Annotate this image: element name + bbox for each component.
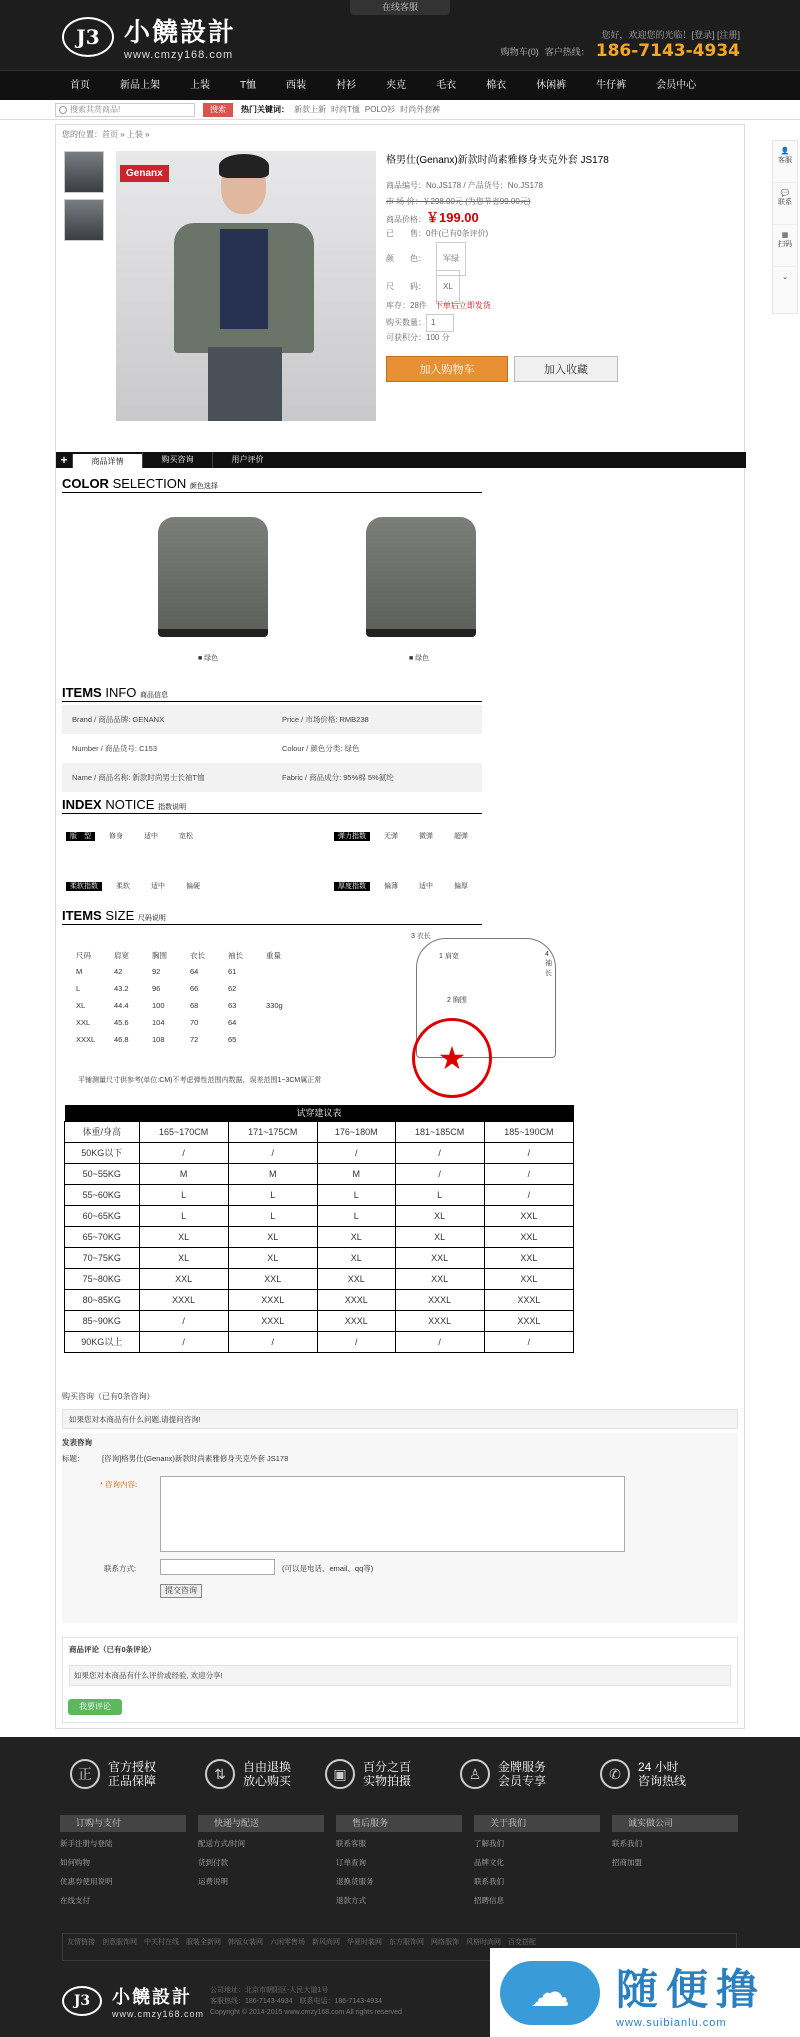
table-row [65, 1289, 574, 1310]
fit-cell: XXL [484, 1205, 573, 1226]
cloud-logo-icon: ☁ [500, 1961, 600, 2025]
footer-columns: 订购与支付 新手注册与登陆 如何购物 优惠券使用说明 在线支付 快递与配送 配送方式/时间 货到付款 运费说明 售后服务 联系客服 订单查询 退换货服务 退款方式 关于我们 了解我们 品牌文化 联系我们 招聘信息 诚实做公司 联系我们 招商加盟 [60, 1815, 738, 1914]
product-price: ￥199.00 [426, 210, 479, 225]
add-to-cart-button[interactable]: 加入购物车 [386, 356, 508, 382]
consult-tip: 如果您对本商品有什么问题,请提问咨询! [62, 1409, 738, 1429]
product-sku: 商品编号：No.JS178 / 产品货号：No.JS178 [386, 181, 543, 190]
points-info: 可获积分：100 分 [386, 333, 450, 342]
product-thumbnail[interactable] [64, 199, 104, 241]
nav-shirt[interactable]: 衬衫 [336, 80, 357, 91]
fit-cell: / [484, 1163, 573, 1184]
floating-sidebar [772, 140, 798, 314]
chevron-down-icon: ⌄ [782, 274, 788, 281]
footer-link[interactable]: 在线支付 [60, 1896, 90, 1905]
model-sweater-shape [220, 229, 268, 329]
footer-link[interactable]: 货到付款 [198, 1858, 228, 1867]
fit-cell: / [228, 1142, 317, 1163]
search-button[interactable]: 搜索 [203, 103, 233, 117]
main-nav [0, 70, 800, 100]
fit-cell: XL [395, 1226, 484, 1247]
fit-cell: XXL [484, 1226, 573, 1247]
consult-heading: 购买咨询（已有0条咨询） [62, 1392, 155, 1401]
footer-link[interactable]: 配送方式/时间 [198, 1839, 246, 1848]
member-icon: ♙ [460, 1759, 490, 1789]
logo-badge: J3 [62, 17, 114, 57]
logo-name: 小饒設計 [124, 18, 237, 48]
section-size: ITEMS SIZE 尺码说明 [62, 908, 482, 925]
footer-link[interactable]: 退款方式 [336, 1896, 366, 1905]
index-elastic: 弹力指数 无弹 微弹 超弹 [334, 831, 468, 841]
fit-cell: XXXL [395, 1289, 484, 1310]
fit-cell: XL [228, 1247, 317, 1268]
fit-cell: / [395, 1142, 484, 1163]
fit-cell: 50~55KG [65, 1163, 140, 1184]
nav-cotton[interactable]: 棉衣 [486, 80, 507, 91]
fit-cell: 80~85KG [65, 1289, 140, 1310]
sidebar-service[interactable]: 👤 客服 [773, 141, 797, 183]
hot-keyword[interactable]: 新款上新 [294, 105, 326, 114]
table-row [65, 1163, 574, 1184]
fit-header-cell: 185~190CM [484, 1121, 573, 1142]
fit-cell: 75~80KG [65, 1268, 140, 1289]
table-row [65, 1142, 574, 1163]
fit-cell: / [395, 1163, 484, 1184]
write-review-button[interactable]: 我要评论 [68, 1699, 122, 1715]
table-row [65, 1310, 574, 1331]
friend-links[interactable]: 友情链接 创意服饰网 中关村在线 服装全新网 韩版女装网 六闲零售场 新风尚网 华夏时装网 东方服饰网 网络服饰 风格时尚网 百变搭配 [62, 1933, 737, 1961]
index-soft: 柔软指数 柔软 适中 偏硬 [66, 881, 200, 891]
feature-hotline: ✆ 24 小时 咨询热线 [600, 1759, 686, 1789]
product-info [386, 151, 746, 382]
review-heading: 商品评论（已有0条评论） [69, 1645, 156, 1654]
feature-authorized: 正 官方授权 正品保障 [70, 1759, 156, 1789]
tab-consult[interactable]: 购买咨询 [142, 452, 212, 468]
size-diagram: 3 衣长 1 肩宽 4 袖长 2 胸围 [416, 938, 556, 1058]
fit-cell: / [484, 1331, 573, 1352]
footer-link[interactable]: 了解我们 [474, 1839, 504, 1848]
tab-details[interactable]: 商品详情 [72, 454, 142, 468]
search-input[interactable]: 搜索其赏商品! [55, 103, 195, 117]
size-label: 尺 码： [386, 282, 426, 291]
fit-cell: 65~70KG [65, 1226, 140, 1247]
fit-cell: / [484, 1184, 573, 1205]
product-main [55, 124, 745, 1729]
footer-link[interactable]: 联系我们 [612, 1839, 642, 1848]
index-shape: 版 型 修身 适中 宽松 [66, 831, 193, 841]
fit-cell: / [317, 1331, 395, 1352]
fit-cell: L [139, 1205, 228, 1226]
fit-cell: XXXL [139, 1289, 228, 1310]
nav-member[interactable]: 会员中心 [656, 80, 697, 91]
quantity-input[interactable]: 1 [426, 314, 454, 332]
hotline-label: 客户热线： [544, 46, 590, 57]
cart-link[interactable]: 购物车(0) [500, 46, 539, 57]
sidebar-qrcode[interactable]: ▦ 扫码 [773, 225, 797, 267]
review-tip: 如果您对本商品有什么评价或经验, 欢迎分享! [69, 1665, 731, 1686]
camera-icon: ▣ [325, 1759, 355, 1789]
red-seal-stamp: ★ [412, 1018, 492, 1098]
table-row [65, 1331, 574, 1352]
size-option[interactable]: XL [436, 270, 460, 304]
fit-cell: XXL [139, 1268, 228, 1289]
watermark: ☁ 随便撸 www.suibianlu.com [490, 1948, 800, 2037]
fit-cell: XL [228, 1226, 317, 1247]
model-hair-shape [219, 154, 269, 178]
tab-reviews[interactable]: 用户评价 [212, 452, 282, 468]
nav-jacket[interactable]: 夹克 [386, 80, 407, 91]
color-label: 颜 色： [386, 254, 426, 263]
section-color: COLOR SELECTION 颜色选择 [62, 476, 482, 493]
nav-tops[interactable]: 上装 [190, 80, 210, 91]
add-to-favorites-button[interactable]: 加入收藏 [514, 356, 618, 382]
consult-title: [咨询]格男仕(Genanx)新款时尚素雅修身夹克外套 JS178 [102, 1454, 289, 1463]
genuine-icon: 正 [70, 1759, 100, 1789]
hot-keywords: 热门关键词： 新款上新 时尚T恤 POLO衫 时尚外套裤 [241, 105, 441, 114]
expand-icon[interactable]: + [60, 453, 68, 467]
fit-cell: XXXL [317, 1289, 395, 1310]
sidebar-collapse[interactable] [773, 267, 797, 293]
fit-cell: L [395, 1184, 484, 1205]
top-header [0, 0, 800, 70]
fit-cell: XXL [228, 1268, 317, 1289]
stock-count: 库存：28件 [386, 301, 427, 310]
color-option[interactable]: 军绿 [436, 242, 466, 276]
submit-consult-button[interactable]: 提交咨询 [160, 1584, 202, 1598]
feature-photo: ▣ 百分之百 实物拍摄 [325, 1759, 411, 1789]
nav-suit[interactable]: 西装 [286, 80, 307, 91]
fit-cell: L [228, 1184, 317, 1205]
product-title: 格男仕(Genanx)新款时尚素雅修身夹克外套 JS178 [386, 155, 609, 166]
hot-keyword[interactable]: 时尚外套裤 [400, 105, 441, 114]
spec-table: Brand / 商品品牌: GENANX Price / 市场价格: RMB238 Number / 商品货号: C153 Colour / 颜色分类: 绿色 Name / 商品名称: 新款时尚男士长袖T恤 Fabric / 商品成分: 95%棉 5%氨纶 [62, 705, 482, 792]
exchange-icon: ⇅ [205, 1759, 235, 1789]
jacket-front-image [158, 517, 268, 637]
fit-cell: 90KG以上 [65, 1331, 140, 1352]
fit-cell: XL [139, 1247, 228, 1268]
fit-cell: XXXL [317, 1310, 395, 1331]
breadcrumb: 您的位置：首页 » 上装 » [62, 130, 150, 139]
fit-cell: L [228, 1205, 317, 1226]
stock-note: 下单后立即发货 [434, 301, 491, 310]
phone-icon: ✆ [600, 1759, 630, 1789]
table-row [65, 1268, 574, 1289]
nav-home[interactable]: 首页 [70, 80, 90, 91]
index-thick: 厚度指数 偏薄 适中 偏厚 [334, 881, 468, 891]
footer-link[interactable]: 订单查询 [336, 1858, 366, 1867]
fit-cell: / [139, 1331, 228, 1352]
footer-link[interactable]: 运费说明 [198, 1877, 228, 1886]
fit-cell: XL [395, 1205, 484, 1226]
fit-header-cell: 165~170CM [139, 1121, 228, 1142]
fit-cell: XXXL [484, 1310, 573, 1331]
sold-count: 已 售：0件(已有0条评价) [386, 229, 489, 238]
fit-cell: / [139, 1142, 228, 1163]
fit-cell: XL [317, 1226, 395, 1247]
qrcode-icon: ▦ [781, 232, 789, 239]
fit-cell: L [317, 1184, 395, 1205]
fit-suggestion-table [64, 1105, 574, 1353]
consult-content-textarea[interactable] [160, 1476, 625, 1552]
color-label-green: ■ 绿色 [198, 655, 219, 662]
feature-service: ♙ 金牌服务 会员专享 [460, 1759, 546, 1789]
footer-link[interactable]: 退换货服务 [336, 1877, 374, 1886]
fit-cell: M [228, 1163, 317, 1184]
footer-link[interactable]: 优惠券使用说明 [60, 1877, 113, 1886]
fit-cell: L [139, 1184, 228, 1205]
fit-cell: XXXL [228, 1289, 317, 1310]
size-table: 尺码 肩宽 胸围 衣长 袖长 重量 M 42 92 64 61 L 43.2 96 66 62 XL 44.4 100 68 63 330g XXL 45.6 104 70 64 XXXL 46.8 108 72 65 [76, 951, 283, 1044]
section-index: INDEX NOTICE 指数说明 [62, 797, 482, 814]
footer-link[interactable]: 招聘信息 [474, 1896, 504, 1905]
chat-icon: 💬 [780, 190, 790, 197]
nav-new[interactable]: 新品上架 [120, 80, 160, 91]
nav-jeans[interactable]: 牛仔裤 [596, 80, 627, 91]
fit-cell: / [395, 1331, 484, 1352]
product-thumbnail[interactable] [64, 151, 104, 193]
table-row [65, 1226, 574, 1247]
user-icon: 👤 [780, 148, 790, 155]
table-row [65, 1247, 574, 1268]
footer-link[interactable]: 联系客服 [336, 1839, 366, 1848]
fit-cell: XXXL [484, 1289, 573, 1310]
size-note: 平铺测量尺寸供参考(单位:CM)不考虑弹性范围内数据，误差范围1~3CM属正常 [78, 1077, 322, 1084]
fit-cell: XXL [395, 1247, 484, 1268]
fit-cell: / [139, 1310, 228, 1331]
fit-cell: XXL [395, 1268, 484, 1289]
fit-table-title: 试穿建议表 [65, 1105, 574, 1121]
footer-link[interactable]: 新手注册与登陆 [60, 1839, 113, 1848]
fit-cell: 50KG以下 [65, 1142, 140, 1163]
table-row [65, 1205, 574, 1226]
market-price: 市 场 价：￥298.00元 (为您节省99.00元) [386, 197, 531, 206]
fit-cell: / [317, 1142, 395, 1163]
fit-cell: 55~60KG [65, 1184, 140, 1205]
online-service-tab[interactable]: 在线客服 [350, 0, 450, 15]
footer-link[interactable]: 招商加盟 [612, 1858, 642, 1867]
hot-keyword[interactable]: 时尚T恤 [331, 105, 360, 114]
section-items-info: ITEMS INFO 商品信息 [62, 685, 482, 702]
brand-tag: Genanx [120, 165, 169, 182]
fit-cell: 70~75KG [65, 1247, 140, 1268]
fit-cell: 60~65KG [65, 1205, 140, 1226]
fit-cell: XXL [484, 1268, 573, 1289]
nav-sweater[interactable]: 毛衣 [436, 80, 457, 91]
nav-tshirt[interactable]: T恤 [240, 80, 257, 91]
contact-input[interactable] [160, 1559, 275, 1575]
color-label-green: ■ 绿色 [409, 655, 430, 662]
review-section [62, 1637, 738, 1723]
footer-copyright: 公司地址：北京市朝阳区-人民大道1号 客服热线：186-7143-4934 联系电话：186-7143-4934 Copyright © 2014-2015 www.cmzy168.com All rights reserved [210, 1987, 402, 2016]
fit-header-cell: 176~180M [317, 1121, 395, 1142]
feature-return: ⇅ 自由退换 放心购买 [205, 1759, 291, 1789]
fit-cell: XXL [484, 1247, 573, 1268]
welcome-text[interactable]: 您好，欢迎您的光临！[登录] [注册] [601, 30, 740, 40]
consult-form: 发表咨询 标题： [咨询]格男仕(Genanx)新款时尚素雅修身夹克外套 JS178 * 咨询内容: 联系方式: (可以是电话、email、qq等) [62, 1433, 738, 1623]
fit-cell: / [228, 1331, 317, 1352]
footer-link[interactable]: 联系我们 [474, 1877, 504, 1886]
table-row [65, 1184, 574, 1205]
footer-link[interactable]: 品牌文化 [474, 1858, 504, 1867]
search-bar [0, 100, 800, 120]
fit-cell: L [317, 1205, 395, 1226]
fit-cell: XL [317, 1247, 395, 1268]
fit-header-cell: 体重/身高 [65, 1121, 140, 1142]
footer-logo[interactable]: J3 小饒設計 www.cmzy168.com [62, 1983, 204, 2019]
fit-cell: / [484, 1142, 573, 1163]
fit-cell: M [317, 1163, 395, 1184]
hotline-number: 186-7143-4934 [595, 41, 740, 61]
site-logo[interactable] [62, 12, 236, 61]
detail-tabs [56, 452, 746, 468]
fit-cell: XXXL [228, 1310, 317, 1331]
nav-casual-pants[interactable]: 休闲裤 [536, 80, 567, 91]
qty-label: 购买数量： [386, 318, 426, 327]
fit-header-cell: 171~175CM [228, 1121, 317, 1142]
fit-cell: XL [139, 1226, 228, 1247]
hot-keyword[interactable]: POLO衫 [364, 105, 396, 114]
sidebar-contact[interactable]: 💬 联系 [773, 183, 797, 225]
fit-cell: M [139, 1163, 228, 1184]
fit-cell: XXXL [395, 1310, 484, 1331]
fit-header-cell: 181~185CM [395, 1121, 484, 1142]
footer-link[interactable]: 如何购物 [60, 1858, 90, 1867]
jacket-back-image [366, 517, 476, 637]
product-main-image[interactable] [116, 151, 376, 421]
model-pants-shape [208, 347, 282, 421]
fit-cell: XXL [317, 1268, 395, 1289]
logo-url: www.cmzy168.com [124, 49, 234, 61]
fit-cell: 85~90KG [65, 1310, 140, 1331]
price-label: 商品价格： [386, 215, 426, 224]
